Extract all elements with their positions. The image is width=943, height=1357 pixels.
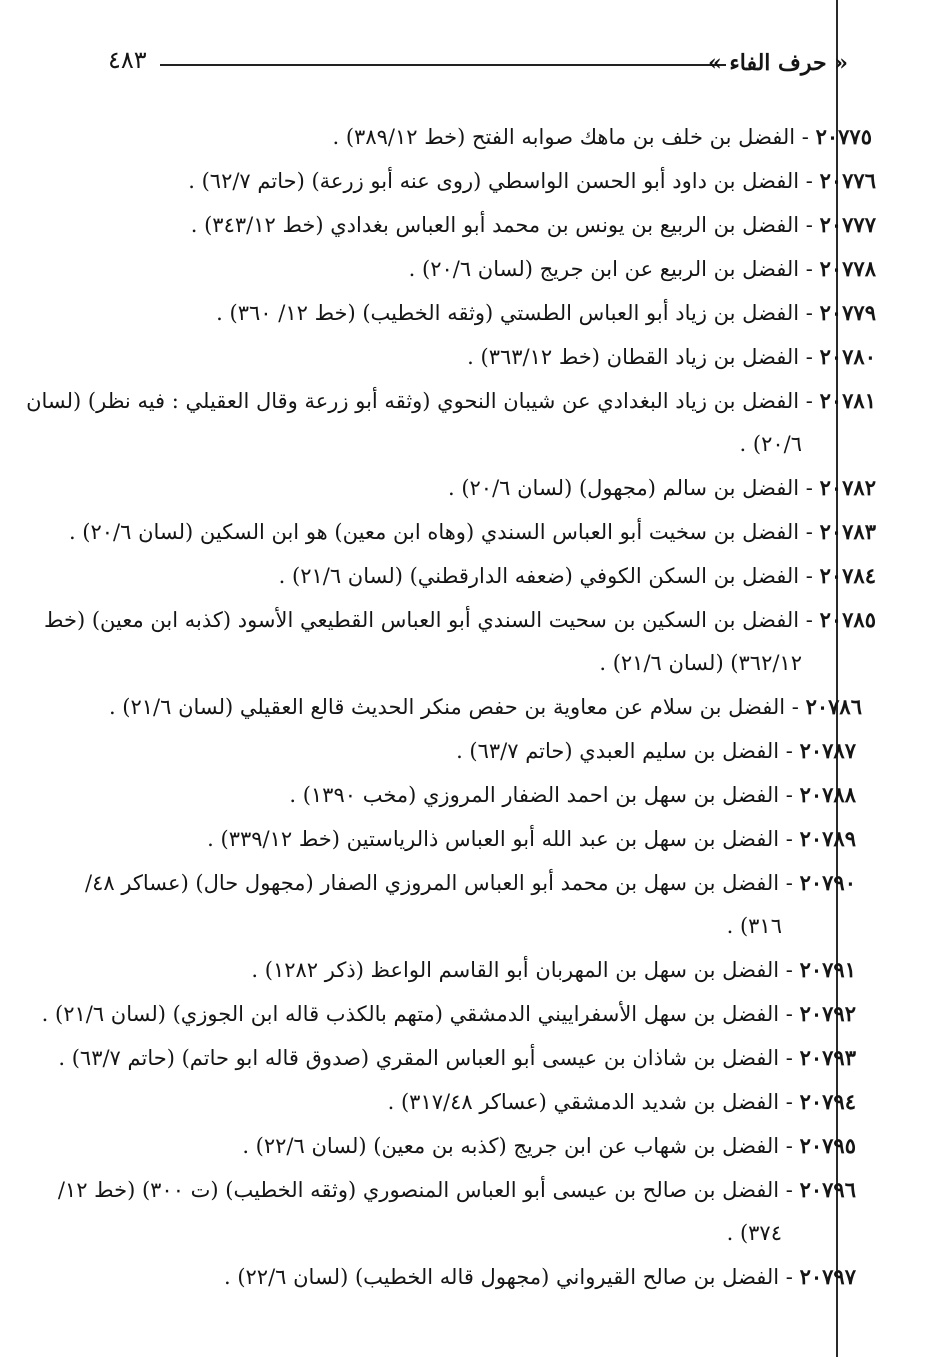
entry-number: ٢٠٧٩٠: [799, 870, 856, 895]
entry-number: ٢٠٧٩١: [799, 957, 856, 982]
entry-number: ٢٠٧٨٩: [799, 826, 856, 851]
entry-number: ٢٠٧٩٧: [799, 1264, 856, 1289]
entry-number: ٢٠٧٨٢: [819, 475, 876, 500]
entry-text: - الفضل بن السكن الكوفي (ضعفه الدارقطني) (لسان ٢١/٦) .: [278, 564, 813, 588]
entry-text: - الفضل بن شاذان بن عيسى أبو العباس المقري (صدوق قاله ابو حاتم) (حاتم ٦٣/٧) .: [58, 1046, 793, 1070]
entry: [57, 1168, 876, 1255]
entry-text: - الفضل بن خلف بن ماهك صوابه الفتح (خط ٣٨٩/١٢) .: [332, 125, 809, 149]
entry-continuation: ٣٧٤) .: [726, 1221, 782, 1245]
entry-number: ٢٠٧٨٧: [799, 738, 856, 763]
entry-number: ٢٠٧٨١: [819, 388, 876, 413]
entry: [70, 335, 876, 379]
page-number: ٤٨٣: [108, 46, 147, 74]
entry-list: [26, 115, 876, 1299]
entry-continuation: ٣٦٢/١٢) (لسان ٢١/٦) .: [599, 651, 802, 675]
entry: [70, 510, 876, 554]
entry-number: ٢٠٧٩٤: [799, 1089, 856, 1114]
entry-number: ٢٠٧٩٢: [799, 1001, 856, 1026]
entry: [70, 203, 876, 247]
entry-text: - الفضل بن سليم العبدي (حاتم ٦٣/٧) .: [456, 739, 793, 763]
entry-number: ٢٠٧٩٣: [799, 1045, 856, 1070]
entry: [70, 1124, 876, 1168]
running-title: « حرف الفاء »: [707, 50, 848, 76]
entry-text: - الفضل بن سلام عن معاوية بن حفص منكر الحديث قالع العقيلي (لسان ٢١/٦) .: [108, 695, 799, 719]
page-header: [88, 46, 848, 86]
entry: [70, 291, 876, 335]
entry: [70, 773, 876, 817]
entry-number: ٢٠٧٧٧: [819, 212, 876, 237]
entry: [70, 159, 876, 203]
entry: [58, 1036, 876, 1080]
entry: [70, 861, 876, 948]
entry-text: - الفضل بن السكين بن سحيت السندي أبو العباس القطيعي الأسود (كذبه ابن معين) (خط: [44, 608, 813, 632]
entry-number: ٢٠٧٧٥: [815, 124, 872, 149]
entry-text: - الفضل بن زياد القطان (خط ٣٦٣/١٢) .: [467, 345, 813, 369]
entry-text: - الفضل بن الربيع عن ابن جريج (لسان ٢٠/٦) .: [408, 257, 813, 281]
entry-number: ٢٠٧٧٩: [819, 300, 876, 325]
entry: [44, 598, 876, 685]
entry-number: ٢٠٧٨٣: [819, 519, 876, 544]
entry-number: ٢٠٧٩٦: [799, 1177, 856, 1202]
entry-continuation: ٢٠/٦) .: [739, 432, 802, 456]
entry: [70, 554, 876, 598]
entry-text: - الفضل بن صالح القيرواني (مجهول قاله الخطيب) (لسان ٢٢/٦) .: [223, 1265, 793, 1289]
entry-number: ٢٠٧٧٨: [819, 256, 876, 281]
entry-text: - الفضل بن صالح بن عيسى أبو العباس المنصوري (وثقه الخطيب) (ت ٣٠٠) (خط ١٢/: [57, 1178, 793, 1202]
entry: [26, 379, 876, 466]
header-rule: [160, 64, 726, 66]
entry-text: - الفضل بن سهل بن احمد الضفار المروزي (مخب ١٣٩٠) .: [289, 783, 793, 807]
entry-text: - الفضل بن شهاب عن ابن جريج (كذبه بن معين) (لسان ٢٢/٦) .: [242, 1134, 793, 1158]
entry: [70, 1255, 876, 1299]
entry-text: - الفضل بن سهل بن عبد الله أبو العباس ذالرياستين (خط ٣٣٩/١٢) .: [207, 827, 793, 851]
entry-number: ٢٠٧٧٦: [819, 168, 876, 193]
entry: [70, 817, 876, 861]
entry-number: ٢٠٧٨٦: [805, 694, 862, 719]
entry-number: ٢٠٧٨٠: [819, 344, 876, 369]
entry-text: - الفضل بن سهل بن المهربان أبو القاسم الواعظ (ذكر ١٢٨٢) .: [251, 958, 793, 982]
entry-text: - الفضل بن زياد البغدادي عن شيبان النحوي (وثقه أبو زرعة وقال العقيلي : فيه نظر) (لسان: [26, 389, 813, 413]
entry: [41, 992, 876, 1036]
entry-number: ٢٠٧٩٥: [799, 1133, 856, 1158]
entry-text: - الفضل بن سهل الأسفراييني الدمشقي (متهم بالكذب قاله ابن الجوزي) (لسان ٢١/٦) .: [41, 1002, 793, 1026]
entry: [70, 115, 876, 159]
entry: [70, 247, 876, 291]
entry: [70, 685, 876, 729]
entry-text: - الفضل بن سخيت أبو العباس السندي (وهاه ابن معين) هو ابن السكين (لسان ٢٠/٦) .: [68, 520, 813, 544]
entry: [70, 729, 876, 773]
entry: [70, 466, 876, 510]
entry-text: - الفضل بن زياد أبو العباس الطستي (وثقه الخطيب) (خط ١٢/ ٣٦٠) .: [216, 301, 813, 325]
entry-text: - الفضل بن سهل بن محمد أبو العباس المروزي الصفار (مجهول حال) (عساكر ٤٨/: [85, 871, 793, 895]
entry-text: - الفضل بن سالم (مجهول) (لسان ٢٠/٦) .: [447, 476, 813, 500]
entry-number: ٢٠٧٨٨: [799, 782, 856, 807]
entry: [70, 948, 876, 992]
entry-text: - الفضل بن شديد الدمشقي (عساكر ٣١٧/٤٨) .: [387, 1090, 793, 1114]
entry-number: ٢٠٧٨٤: [819, 563, 876, 588]
entry: [70, 1080, 876, 1124]
entry-text: - الفضل بن داود أبو الحسن الواسطي (روى عنه أبو زرعة) (حاتم ٦٢/٧) .: [188, 169, 813, 193]
entry-continuation: ٣١٦) .: [726, 914, 782, 938]
entry-text: - الفضل بن الربيع بن يونس بن محمد أبو العباس بغدادي (خط ٣٤٣/١٢) .: [190, 213, 813, 237]
entry-number: ٢٠٧٨٥: [819, 607, 876, 632]
